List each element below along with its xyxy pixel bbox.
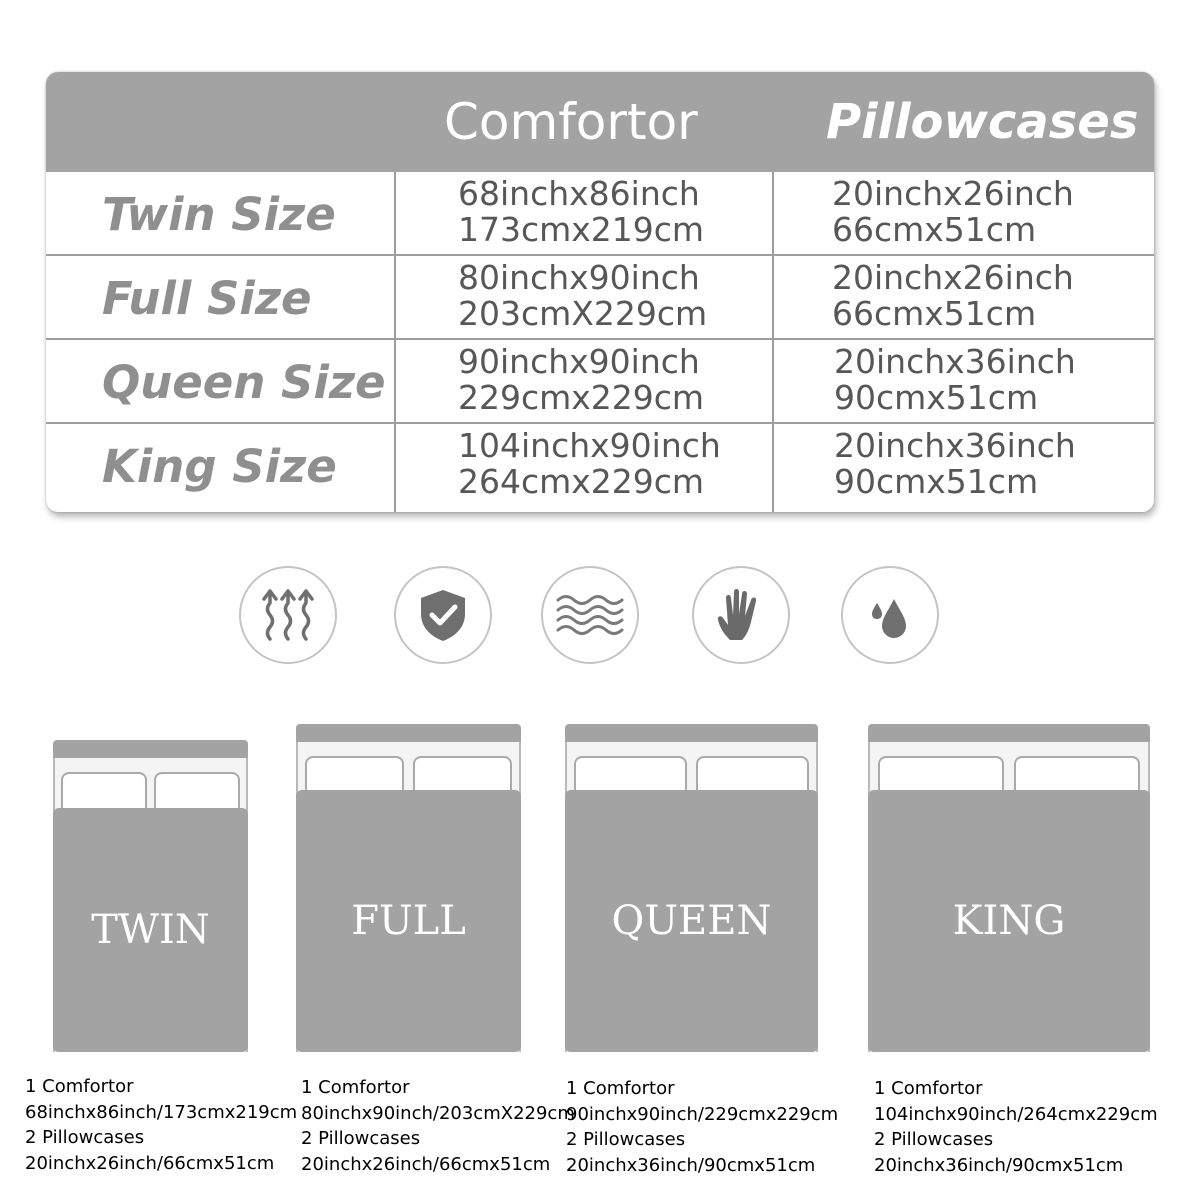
bed-queen <box>565 724 818 1052</box>
caption-line: 20inchx26inch/66cmx51cm <box>25 1152 275 1174</box>
caption-line: 2 Pillowcases <box>25 1127 145 1148</box>
comforter-cm: 264cmx229cm <box>458 462 705 501</box>
pillow-inch: 20inchx26inch <box>832 258 1074 297</box>
comforter-inch: 68inchx86inch <box>458 174 700 213</box>
comforter-cm: 229cmx229cm <box>458 378 705 417</box>
table-row <box>46 172 1154 256</box>
comforter-size-cell <box>458 344 704 416</box>
comforter-inch: 80inchx90inch <box>458 258 700 297</box>
table-header <box>46 72 1154 172</box>
bed-caption-queen <box>566 1076 838 1178</box>
bed-size-label: QUEEN <box>611 898 772 944</box>
table-row <box>46 340 1154 424</box>
caption-line: 68inchx86inch/173cmx219cm <box>25 1101 298 1123</box>
caption-line: 20inchx36inch/90cmx51cm <box>566 1154 816 1176</box>
caption-line: 1 Comfortor <box>301 1077 410 1098</box>
comforter-size-cell <box>458 428 721 500</box>
shield-check-icon <box>394 566 492 664</box>
breathable-arrows-icon <box>239 566 337 664</box>
comforter-inch: 90inchx90inch <box>458 342 700 381</box>
caption-line: 80inchx90inch/203cmX229cm <box>301 1102 575 1124</box>
caption-line: 20inchx26inch/66cmx51cm <box>301 1153 551 1175</box>
pillowcase-size-cell <box>834 344 1076 416</box>
pillowcase-size-cell <box>834 428 1076 500</box>
comforter-size-cell <box>458 260 707 332</box>
pillow-cm: 66cmx51cm <box>832 294 1037 333</box>
caption-line: 2 Pillowcases <box>874 1129 994 1150</box>
bed-full <box>296 724 521 1052</box>
pillow-inch: 20inchx36inch <box>834 426 1076 465</box>
bed-twin <box>53 740 248 1052</box>
pillowcase-size-cell <box>832 176 1074 248</box>
comforter <box>296 790 521 1052</box>
comforter <box>868 790 1150 1052</box>
bed-size-label: TWIN <box>91 907 210 953</box>
caption-line: 1 Comfortor <box>566 1078 675 1099</box>
caption-line: 104inchx90inch/264cmx229cm <box>874 1103 1158 1125</box>
comforter-cm: 173cmx219cm <box>458 210 705 249</box>
headboard <box>53 740 248 758</box>
pillow-cm: 90cmx51cm <box>834 378 1039 417</box>
table-row <box>46 256 1154 340</box>
header-comforter: Comfortor <box>444 93 698 151</box>
comforter-size-cell <box>458 176 704 248</box>
pillow-inch: 20inchx36inch <box>834 342 1076 381</box>
table-row <box>46 424 1154 508</box>
row-label: Full Size <box>102 271 312 325</box>
bed-caption-full <box>301 1075 575 1177</box>
caption-line: 1 Comfortor <box>25 1076 134 1097</box>
caption-line: 2 Pillowcases <box>566 1129 686 1150</box>
header-pillowcases: Pillowcases <box>826 94 1139 150</box>
caption-line: 2 Pillowcases <box>301 1128 421 1149</box>
size-table <box>46 72 1154 512</box>
caption-line: 90inchx90inch/229cmx229cm <box>566 1103 839 1125</box>
wave-softness-icon <box>541 566 639 664</box>
caption-line: 1 Comfortor <box>874 1078 983 1099</box>
row-label: King Size <box>102 439 337 493</box>
caption-line: 20inchx36inch/90cmx51cm <box>874 1154 1124 1176</box>
pillow-inch: 20inchx26inch <box>832 174 1074 213</box>
headboard <box>565 724 818 742</box>
hand-touch-icon <box>692 566 790 664</box>
comforter <box>565 790 818 1052</box>
bed-size-label: KING <box>952 898 1066 944</box>
pillow-cm: 90cmx51cm <box>834 462 1039 501</box>
row-label: Queen Size <box>102 355 386 409</box>
bed-size-label: FULL <box>351 898 466 944</box>
comforter-cm: 203cmX229cm <box>458 294 708 333</box>
water-drops-icon <box>841 566 939 664</box>
headboard <box>296 724 521 742</box>
comforter <box>53 808 248 1052</box>
row-label: Twin Size <box>102 187 336 241</box>
bed-caption-twin <box>25 1074 297 1176</box>
pillowcase-size-cell <box>832 260 1074 332</box>
comforter-inch: 104inchx90inch <box>458 426 721 465</box>
bed-king <box>868 724 1150 1052</box>
headboard <box>868 724 1150 742</box>
pillow-cm: 66cmx51cm <box>832 210 1037 249</box>
bed-caption-king <box>874 1076 1158 1178</box>
